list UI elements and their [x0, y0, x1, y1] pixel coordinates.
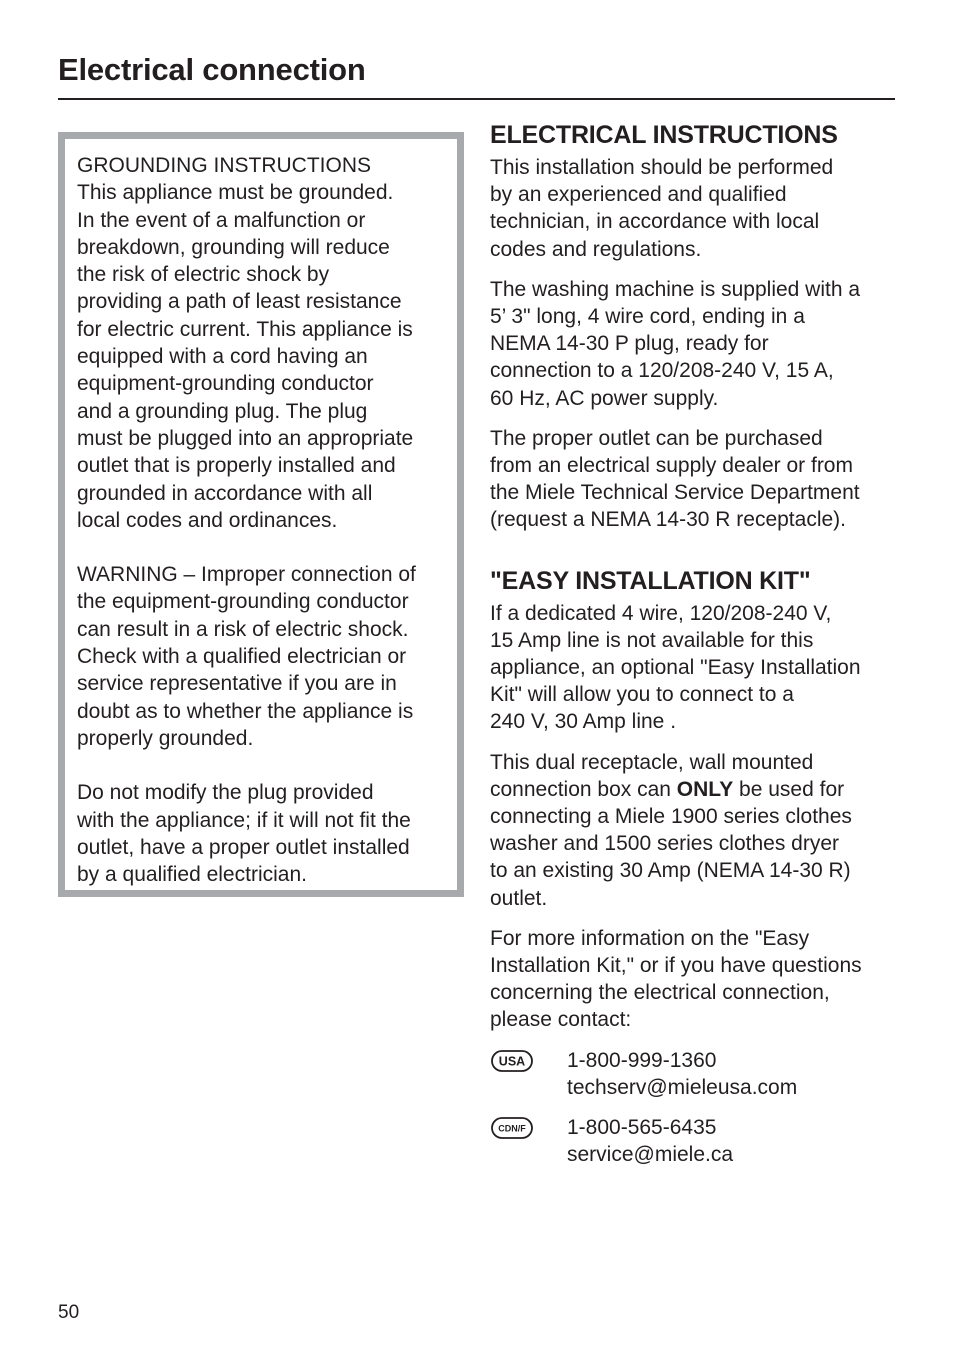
text-line: technician, in accordance with local — [490, 210, 820, 234]
text-line: with the appliance; if it will not fit the — [77, 808, 411, 832]
svg-text:CDN/F: CDN/F — [498, 1123, 526, 1134]
power-cord-paragraph — [490, 276, 900, 412]
right-column — [490, 116, 900, 1181]
electrical-instructions-heading: ELECTRICAL INSTRUCTIONS — [490, 121, 838, 149]
text-line: 60 Hz, AC power supply. — [490, 386, 719, 410]
text-line: In the event of a malfunction or — [77, 208, 366, 232]
text-fragment: be used for — [733, 777, 845, 801]
text-line: doubt as to whether the appliance is — [77, 699, 414, 723]
text-line: local codes and ordinances. — [77, 508, 338, 532]
text-line: For more information on the "Easy — [490, 926, 810, 950]
text-line: NEMA 14-30 P plug, ready for — [490, 332, 769, 356]
text-line: The proper outlet can be purchased — [490, 426, 823, 450]
contact-canada — [490, 1114, 900, 1168]
text-line: for electric current. This appliance is — [77, 317, 413, 341]
text-line: This dual receptacle, wall mounted — [490, 750, 814, 774]
contact-details — [567, 1047, 797, 1101]
text-line: please contact: — [490, 1008, 632, 1032]
text-line: 240 V, 30 Amp line . — [490, 710, 677, 734]
contact-usa — [490, 1047, 900, 1101]
warning-paragraph — [77, 561, 457, 752]
email-address: service@miele.ca — [567, 1142, 734, 1166]
emphasis-only: ONLY — [676, 777, 734, 801]
text-line: washer and 1500 series clothes dryer — [490, 832, 840, 856]
page-number: 50 — [58, 1302, 80, 1323]
kit-availability-paragraph — [490, 600, 900, 736]
text-line: 5’ 3" long, 4 wire cord, ending in a — [490, 305, 805, 329]
text-line: outlet that is properly installed and — [77, 454, 396, 478]
text-line: 15 Amp line is not available for this — [490, 628, 814, 652]
text-line: providing a path of least resistance — [77, 290, 402, 314]
text-line: service representative if you are in — [77, 672, 397, 696]
easy-installation-kit-heading: "EASY INSTALLATION KIT" — [490, 566, 811, 595]
text-line: appliance, an optional "Easy Installation — [490, 656, 861, 680]
text-line: This appliance must be grounded. — [77, 181, 394, 205]
email-address: techserv@mieleusa.com — [567, 1075, 798, 1099]
text-line: can result in a risk of electric shock. — [77, 617, 409, 641]
cdn-country-icon — [491, 1117, 533, 1139]
text-line: to an existing 30 Amp (NEMA 14-30 R) — [490, 859, 851, 883]
plug-modification-paragraph — [77, 779, 457, 888]
dual-receptacle-paragraph — [490, 749, 900, 912]
grounding-warning-box — [58, 132, 464, 897]
text-line: the equipment-grounding conductor — [77, 590, 409, 614]
text-line: the risk of electric shock by — [77, 263, 330, 287]
text-line: GROUNDING INSTRUCTIONS — [77, 154, 371, 177]
text-line: codes and regulations. — [490, 237, 702, 261]
text-line: concerning the electrical connection, — [490, 981, 830, 1005]
phone-number: 1-800-999-1360 — [567, 1048, 717, 1072]
installation-paragraph — [490, 154, 900, 263]
text-line: If a dedicated 4 wire, 120/208-240 V, — [490, 601, 832, 625]
svg-text:USA: USA — [498, 1054, 526, 1069]
text-line: Installation Kit," or if you have questions — [490, 954, 862, 978]
text-line: equipment-grounding conductor — [77, 372, 374, 396]
page-title: Electrical connection — [58, 52, 366, 87]
more-information-paragraph — [490, 925, 900, 1034]
usa-country-icon — [491, 1050, 533, 1072]
grounding-paragraph — [77, 152, 457, 534]
text-line: The washing machine is supplied with a — [490, 277, 861, 301]
text-line: and a grounding plug. The plug — [77, 399, 368, 423]
grounding-warning-text — [77, 152, 457, 888]
text-line: by an experienced and qualified — [490, 183, 787, 207]
text-line: Check with a qualified electrician or — [77, 645, 407, 669]
text-line: breakdown, grounding will reduce — [77, 235, 390, 259]
text-line: outlet. — [490, 886, 548, 910]
text-line: grounded in accordance with all — [77, 481, 373, 505]
text-line: (request a NEMA 14-30 R receptacle). — [490, 508, 846, 532]
text-line: equipped with a cord having an — [77, 345, 368, 369]
contact-details — [567, 1114, 733, 1168]
text-line: from an electrical supply dealer or from — [490, 454, 853, 478]
text-line: Kit" will allow you to connect to a — [490, 683, 794, 707]
text-line: properly grounded. — [77, 726, 254, 750]
text-line: connection to a 120/208-240 V, 15 A, — [490, 359, 834, 383]
text-line: the Miele Technical Service Department — [490, 481, 860, 505]
text-line: WARNING – Improper connection of — [77, 563, 416, 587]
text-line: connecting a Miele 1900 series clothes — [490, 805, 852, 829]
phone-number: 1-800-565-6435 — [567, 1115, 717, 1139]
text-line: This installation should be performed — [490, 156, 834, 179]
text-line: outlet, have a proper outlet installed — [77, 835, 410, 859]
text-line: by a qualified electrician. — [77, 863, 307, 887]
outlet-paragraph — [490, 425, 900, 534]
text-line: must be plugged into an appropriate — [77, 426, 414, 450]
title-divider — [58, 98, 895, 100]
text-line: Do not modify the plug provided — [77, 781, 374, 805]
text-fragment: connection box can — [490, 777, 677, 801]
